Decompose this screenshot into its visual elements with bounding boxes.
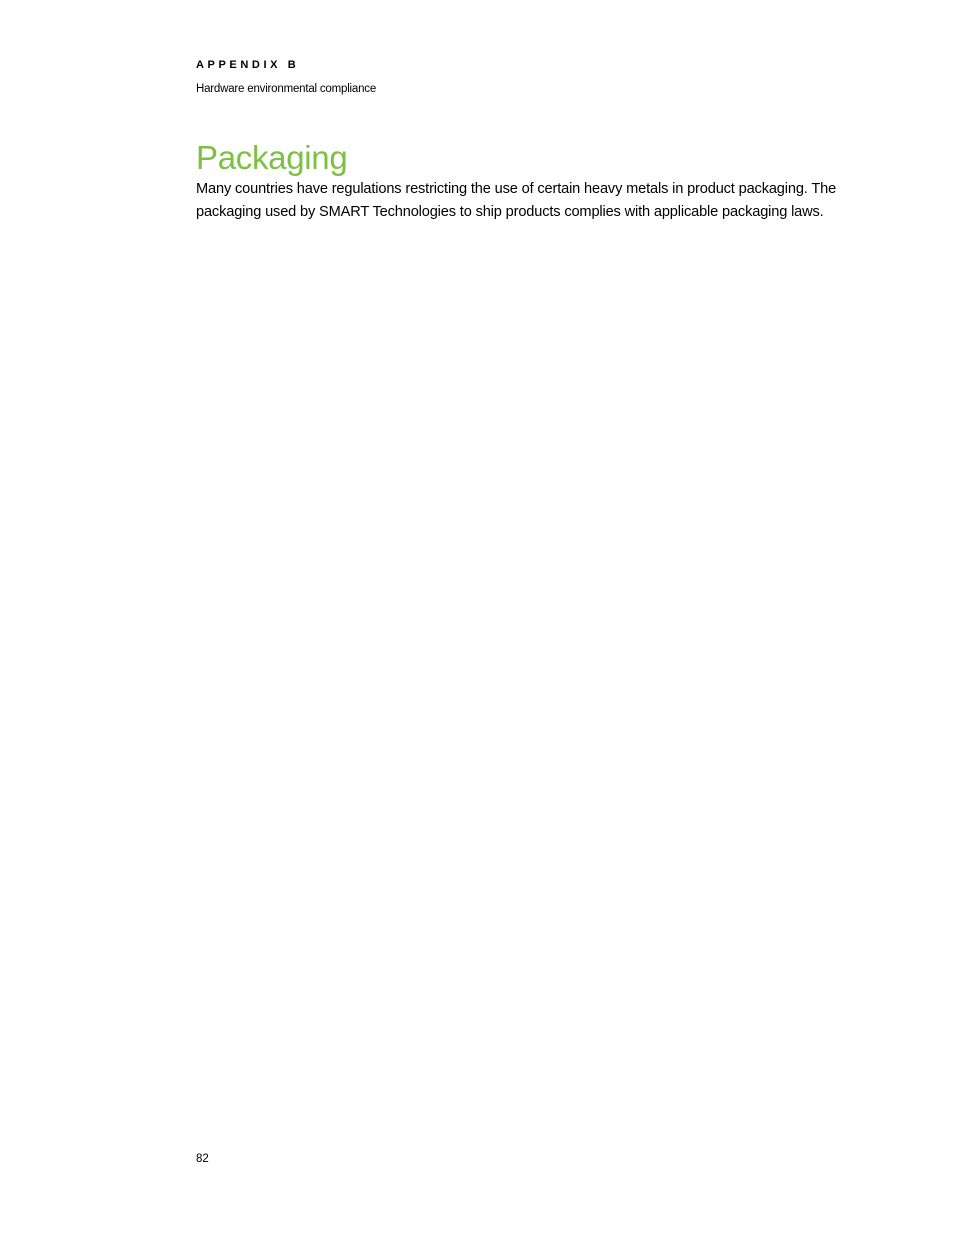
header-subtitle: Hardware environmental compliance [196,83,377,95]
body-paragraph: Many countries have regulations restricting the use of certain heavy metals in product packaging. The packaging used by SMART Technologies to ship products complies with applicable packaging laws. [196,181,837,220]
appendix-label: APPENDIX B [196,59,300,71]
section-title: Packaging [196,139,348,176]
page-number: 82 [196,1153,209,1165]
section-content [196,138,896,224]
running-header [196,58,896,96]
